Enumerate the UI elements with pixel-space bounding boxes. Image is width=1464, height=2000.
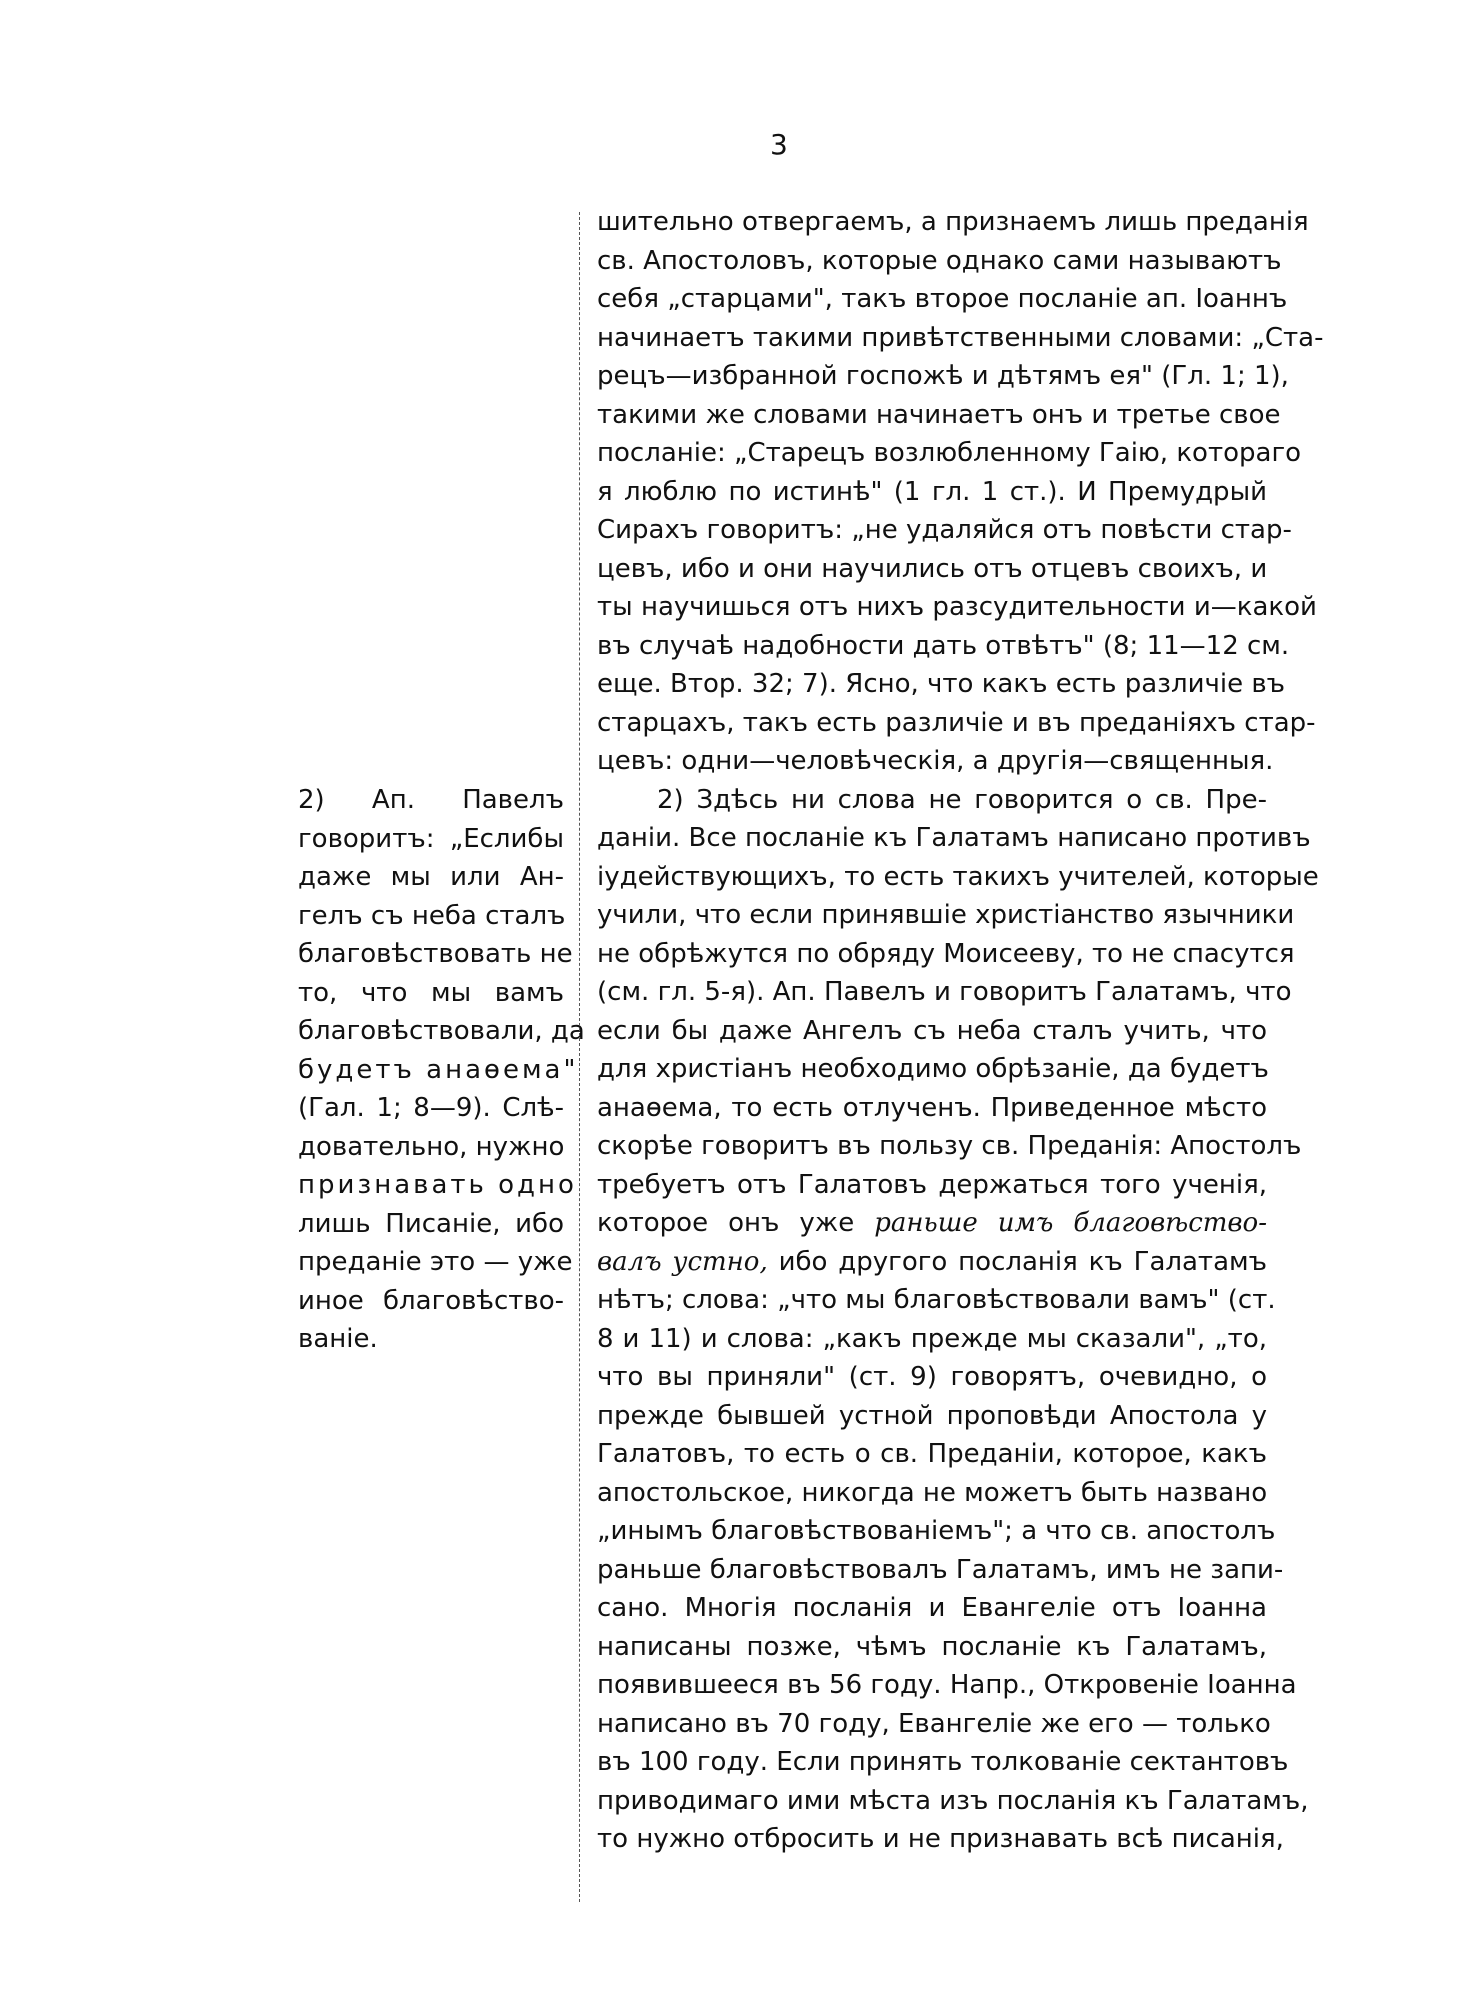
- main-text-line: посланіе: „Старецъ возлюбленному Гаію, котораго: [597, 438, 1302, 468]
- main-text-line: анаѳема, то есть отлученъ. Приведенное мѣсто: [597, 1092, 1267, 1123]
- main-text-line: 8 и 11) и слова: „какъ прежде мы сказали", „то,: [597, 1323, 1267, 1354]
- margin-note-line: говоритъ: „Еслибы: [298, 823, 564, 854]
- main-text-line: цевъ, ибо и они научились отъ отцевъ своихъ, и: [597, 553, 1268, 584]
- main-text-line: въ 100 году. Если принять толкованіе сектантовъ: [597, 1747, 1289, 1777]
- main-text-line: не обрѣжутся по обряду Моисееву, то не спасутся: [597, 938, 1295, 969]
- main-text-line: въ случаѣ надобности дать отвѣтъ" (8; 11—12 см.: [597, 630, 1290, 661]
- main-text-italic-fragment: валъ устно,: [597, 1246, 768, 1277]
- margin-note-line: довательно, нужно: [298, 1131, 565, 1162]
- main-text-line: нѣтъ; слова: „что мы благовѣствовали вамъ" (ст.: [597, 1285, 1276, 1315]
- margin-note-line: признавать одно: [298, 1170, 577, 1200]
- margin-note-line: преданіе это — уже: [298, 1247, 573, 1277]
- margin-note-line: иное благовѣство-: [298, 1285, 564, 1316]
- main-text-line: сано. Многія посланія и Евангеліе отъ Іоанна: [597, 1593, 1267, 1623]
- main-text-line: написаны позже, чѣмъ посланіе къ Галатамъ,: [597, 1631, 1267, 1662]
- main-text-line: старцахъ, такъ есть различіе и въ преданіяхъ стар-: [597, 707, 1316, 738]
- main-text-line: учили, что если принявшіе христіанство язычники: [597, 900, 1295, 930]
- main-text-line: что вы приняли" (ст. 9) говорятъ, очевидно, о: [597, 1362, 1267, 1392]
- main-text-line: „инымъ благовѣствованіемъ"; а что св. апостолъ: [597, 1516, 1276, 1546]
- main-text-line: такими же словами начинаетъ онъ и третье свое: [597, 399, 1281, 430]
- main-text: [597, 203, 1324, 1859]
- main-text-line: приводимаго ими мѣста изъ посланія къ Галатамъ,: [597, 1785, 1309, 1816]
- main-text-line: цевъ: одни—человѣческія, а другія—священныя.: [597, 746, 1274, 776]
- main-text-line: начинаетъ такими привѣтственными словами: „Ста-: [597, 322, 1324, 353]
- margin-note-line: (Гал. 1; 8—9). Слѣ-: [298, 1093, 564, 1123]
- main-text-line: Галатовъ, то есть о св. Преданіи, которое, какъ: [597, 1439, 1267, 1469]
- margin-note-line: благовѣствовали, да: [298, 1016, 585, 1046]
- margin-note-line: благовѣствовать не: [298, 939, 573, 969]
- main-text-line: [597, 1243, 1267, 1282]
- margin-note-line: лишь Писаніе, ибо: [298, 1208, 564, 1239]
- margin-note-line: то, что мы вамъ: [298, 977, 564, 1008]
- main-text-line: написано въ 70 году, Евангеліе же его — только: [597, 1708, 1271, 1739]
- main-text-line: ты научишься отъ нихъ разсудительности и—какой: [597, 592, 1317, 622]
- margin-note-line: ваніе.: [298, 1324, 378, 1354]
- main-text-line: рецъ—избранной госпожѣ и дѣтямъ ея" (Гл. 1; 1),: [597, 361, 1289, 391]
- main-text-line: прежде бывшей устной проповѣди Апостола у: [597, 1400, 1267, 1431]
- main-text-line: требуетъ отъ Галатовъ держаться того ученія,: [597, 1169, 1267, 1200]
- main-text-line: если бы даже Ангелъ съ неба сталъ учить, что: [597, 1015, 1267, 1046]
- margin-note-line: 2) Ап. Павелъ: [298, 785, 564, 815]
- main-text-line: апостольское, никогда не можетъ быть названо: [597, 1477, 1268, 1508]
- main-text-line: появившееся въ 56 году. Напр., Откровеніе Іоанна: [597, 1670, 1297, 1700]
- main-text-line: я люблю по истинѣ" (1 гл. 1 ст.). И Премудрый: [597, 476, 1267, 507]
- main-text-line: раньше благовѣствовалъ Галатамъ, имъ не запи-: [597, 1554, 1284, 1585]
- main-text-line: еще. Втор. 32; 7). Ясно, что какъ есть различіе въ: [597, 669, 1286, 699]
- main-text-line: даніи. Все посланіе къ Галатамъ написано противъ: [597, 823, 1311, 853]
- column-divider: [579, 212, 580, 1902]
- main-text-fragment: ибо другого посланія къ Галатамъ: [767, 1246, 1267, 1277]
- margin-note-line: гелъ съ неба сталъ: [298, 900, 566, 931]
- main-text-line: іудействующихъ, то есть такихъ учителей, которые: [597, 861, 1319, 892]
- margin-note-line: даже мы или Ан-: [298, 862, 564, 892]
- main-text-line: скорѣе говоритъ въ пользу св. Преданія: Апостолъ: [597, 1131, 1302, 1161]
- margin-note-line: будетъ анаѳема": [298, 1054, 579, 1085]
- main-text-line: себя „старцами", такъ второе посланіе ап. Іоаннъ: [597, 284, 1288, 314]
- main-text-line: [597, 1204, 1267, 1243]
- main-text-line: св. Апостоловъ, которые однако сами называютъ: [597, 245, 1282, 276]
- page-number: 3: [770, 128, 788, 161]
- main-text-line: то нужно отбросить и не признавать всѣ писанія,: [597, 1824, 1284, 1854]
- main-text-line: для христіанъ необходимо обрѣзаніе, да будетъ: [597, 1054, 1269, 1084]
- margin-note: [298, 781, 585, 1359]
- main-text-line: 2) Здѣсь ни слова не говорится о св. Пре-: [657, 784, 1267, 815]
- main-text-line: шительно отвергаемъ, а признаемъ лишь преданія: [597, 207, 1309, 237]
- main-text-italic-fragment: раньше имъ благовѣство-: [874, 1208, 1267, 1238]
- main-text-fragment: которое онъ уже: [597, 1208, 875, 1238]
- main-text-line: Сирахъ говоритъ: „не удаляйся отъ повѣсти стар-: [597, 515, 1292, 545]
- main-text-line: (см. гл. 5-я). Ап. Павелъ и говоритъ Галатамъ, что: [597, 977, 1292, 1007]
